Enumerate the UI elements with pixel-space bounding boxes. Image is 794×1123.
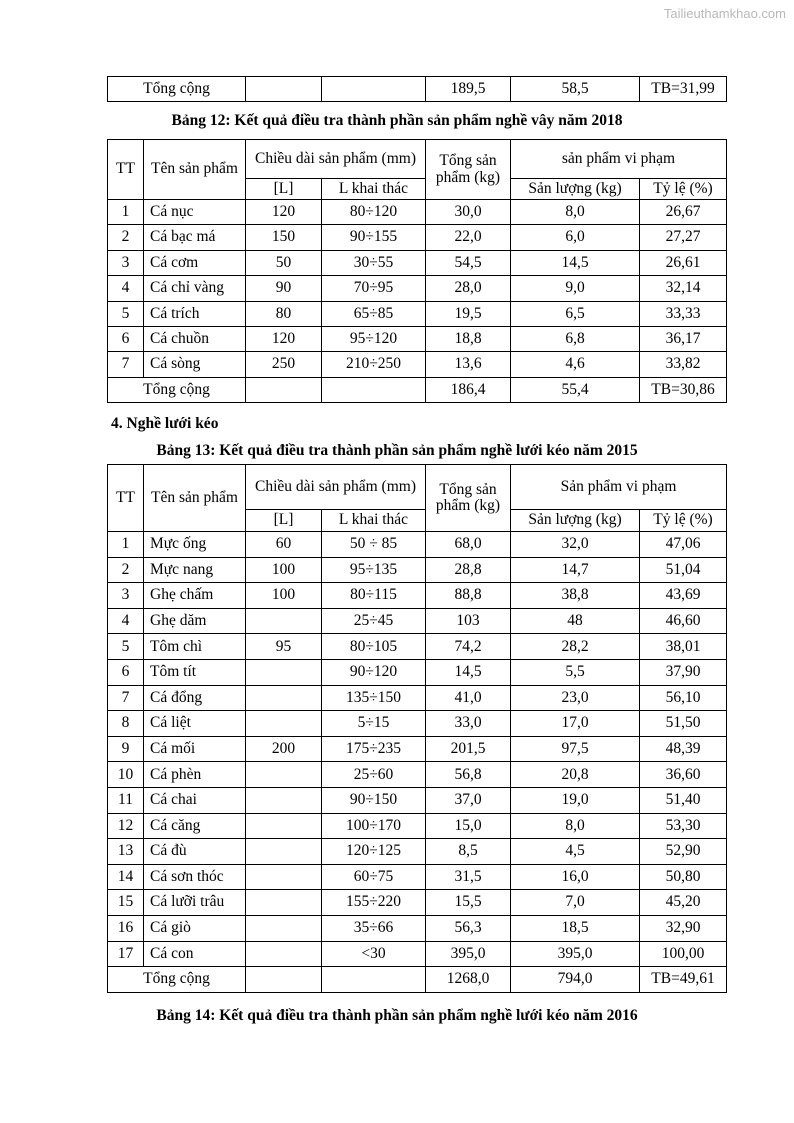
total-label: Tổng cộng xyxy=(108,77,246,102)
header-length-group: Chiều dài sản phẩm (mm) xyxy=(246,465,426,510)
row-number: 5 xyxy=(108,634,144,660)
total-weight: 186,4 xyxy=(426,377,511,402)
table-row xyxy=(108,890,727,916)
total-weight: 56,8 xyxy=(426,762,511,788)
length-L: 120 xyxy=(246,326,322,351)
product-name: Cá đù xyxy=(144,839,246,865)
product-name: Tôm chì xyxy=(144,634,246,660)
table-row xyxy=(108,583,727,609)
violation-output: 6,8 xyxy=(511,326,640,351)
length-catch: 90÷150 xyxy=(322,787,426,813)
row-number: 16 xyxy=(108,915,144,941)
violation-output: 48 xyxy=(511,608,640,634)
header-violation-group: Sản phẩm vi phạm xyxy=(511,465,727,510)
row-number: 9 xyxy=(108,736,144,762)
violation-ratio: 51,04 xyxy=(640,557,727,583)
product-name: Cá nục xyxy=(144,200,246,225)
total-weight: 88,8 xyxy=(426,583,511,609)
product-name: Cá chai xyxy=(144,787,246,813)
length-catch: 80÷120 xyxy=(322,200,426,225)
length-catch: 95÷135 xyxy=(322,557,426,583)
total-violation: 58,5 xyxy=(511,77,640,102)
header-output: Sản lượng (kg) xyxy=(511,510,640,532)
total-weight: 28,8 xyxy=(426,557,511,583)
row-number: 8 xyxy=(108,711,144,737)
total-violation: 55,4 xyxy=(511,377,640,402)
length-L xyxy=(246,787,322,813)
table-row xyxy=(108,352,727,377)
product-name: Cá mối xyxy=(144,736,246,762)
length-L: 100 xyxy=(246,583,322,609)
total-label: Tổng cộng xyxy=(108,967,246,993)
total-label: Tổng cộng xyxy=(108,377,246,402)
table12 xyxy=(107,139,727,403)
product-name: Cá liệt xyxy=(144,711,246,737)
violation-ratio: 26,67 xyxy=(640,200,727,225)
violation-output: 6,5 xyxy=(511,301,640,326)
violation-ratio: 36,17 xyxy=(640,326,727,351)
table-row xyxy=(108,839,727,865)
violation-ratio: 33,82 xyxy=(640,352,727,377)
product-name: Cá lưỡi trâu xyxy=(144,890,246,916)
product-name: Cá sòng xyxy=(144,352,246,377)
product-name: Cá chỉ vàng xyxy=(144,276,246,301)
total-cell xyxy=(246,77,322,102)
total-cell xyxy=(322,377,426,402)
length-catch: 175÷235 xyxy=(322,736,426,762)
table13-caption: Bảng 13: Kết quả điều tra thành phần sản phẩm nghề lưới kéo năm 2015 xyxy=(156,442,638,459)
total-weight: 15,5 xyxy=(426,890,511,916)
header-L: [L] xyxy=(246,179,322,200)
violation-ratio: 26,61 xyxy=(640,250,727,275)
violation-output: 8,0 xyxy=(511,200,640,225)
table-row xyxy=(108,326,727,351)
table-row xyxy=(108,608,727,634)
total-average: TB=49,61 xyxy=(640,967,727,993)
violation-ratio: 45,20 xyxy=(640,890,727,916)
table-row xyxy=(108,659,727,685)
row-number: 3 xyxy=(108,583,144,609)
violation-output: 97,5 xyxy=(511,736,640,762)
previous-table-total xyxy=(107,76,727,102)
violation-output: 38,8 xyxy=(511,583,640,609)
row-number: 7 xyxy=(108,352,144,377)
length-catch: 80÷105 xyxy=(322,634,426,660)
length-L xyxy=(246,685,322,711)
table-row xyxy=(108,711,727,737)
product-name: Cá phèn xyxy=(144,762,246,788)
violation-output: 5,5 xyxy=(511,659,640,685)
table-row xyxy=(108,813,727,839)
row-number: 4 xyxy=(108,276,144,301)
violation-ratio: 56,10 xyxy=(640,685,727,711)
total-cell xyxy=(322,77,426,102)
length-catch: 65÷85 xyxy=(322,301,426,326)
total-weight: 22,0 xyxy=(426,225,511,250)
violation-output: 395,0 xyxy=(511,941,640,967)
total-weight: 31,5 xyxy=(426,864,511,890)
length-catch: 30÷55 xyxy=(322,250,426,275)
row-number: 1 xyxy=(108,532,144,558)
row-number: 2 xyxy=(108,557,144,583)
violation-output: 16,0 xyxy=(511,864,640,890)
row-number: 5 xyxy=(108,301,144,326)
total-violation: 794,0 xyxy=(511,967,640,993)
violation-output: 8,0 xyxy=(511,813,640,839)
violation-ratio: 48,39 xyxy=(640,736,727,762)
total-cell xyxy=(246,967,322,993)
total-row xyxy=(108,967,727,993)
length-catch: 210÷250 xyxy=(322,352,426,377)
total-weight: 30,0 xyxy=(426,200,511,225)
total-row xyxy=(108,377,727,402)
length-catch: 60÷75 xyxy=(322,864,426,890)
header-name: Tên sản phẩm xyxy=(144,465,246,532)
length-L: 200 xyxy=(246,736,322,762)
table13 xyxy=(107,464,727,993)
total-weight: 54,5 xyxy=(426,250,511,275)
product-name: Ghẹ chấm xyxy=(144,583,246,609)
violation-output: 20,8 xyxy=(511,762,640,788)
violation-ratio: 37,90 xyxy=(640,659,727,685)
table-row xyxy=(108,787,727,813)
violation-output: 19,0 xyxy=(511,787,640,813)
length-L: 95 xyxy=(246,634,322,660)
length-L xyxy=(246,890,322,916)
row-number: 14 xyxy=(108,864,144,890)
total-weight: 56,3 xyxy=(426,915,511,941)
table14-caption: Bảng 14: Kết quả điều tra thành phần sản phẩm nghề lưới kéo năm 2016 xyxy=(156,1007,638,1024)
length-L xyxy=(246,659,322,685)
product-name: Cá bạc má xyxy=(144,225,246,250)
violation-ratio: 52,90 xyxy=(640,839,727,865)
total-weight: 74,2 xyxy=(426,634,511,660)
header-total: Tổng sản phẩm (kg) xyxy=(426,465,511,532)
total-weight: 68,0 xyxy=(426,532,511,558)
violation-output: 14,7 xyxy=(511,557,640,583)
total-cell xyxy=(322,967,426,993)
total-weight: 8,5 xyxy=(426,839,511,865)
total-weight: 19,5 xyxy=(426,301,511,326)
length-catch: 100÷170 xyxy=(322,813,426,839)
table-row xyxy=(108,276,727,301)
product-name: Cá căng xyxy=(144,813,246,839)
header-ratio: Tỷ lệ (%) xyxy=(640,179,727,200)
violation-output: 4,5 xyxy=(511,839,640,865)
violation-output: 7,0 xyxy=(511,890,640,916)
total-weight: 14,5 xyxy=(426,659,511,685)
violation-output: 17,0 xyxy=(511,711,640,737)
length-L xyxy=(246,941,322,967)
violation-ratio: 32,14 xyxy=(640,276,727,301)
violation-ratio: 51,50 xyxy=(640,711,727,737)
violation-ratio: 51,40 xyxy=(640,787,727,813)
total-cell xyxy=(246,377,322,402)
violation-ratio: 27,27 xyxy=(640,225,727,250)
length-catch: 80÷115 xyxy=(322,583,426,609)
length-catch: 90÷120 xyxy=(322,659,426,685)
length-L: 80 xyxy=(246,301,322,326)
total-weight: 395,0 xyxy=(426,941,511,967)
table-row xyxy=(108,200,727,225)
length-L xyxy=(246,915,322,941)
total-weight: 1268,0 xyxy=(426,967,511,993)
header-total: Tổng sản phẩm (kg) xyxy=(426,140,511,200)
table-row xyxy=(108,301,727,326)
total-row xyxy=(108,77,727,102)
row-number: 10 xyxy=(108,762,144,788)
table-row xyxy=(108,736,727,762)
header-output: Sản lượng (kg) xyxy=(511,179,640,200)
violation-ratio: 32,90 xyxy=(640,915,727,941)
header-tt: TT xyxy=(108,140,144,200)
product-name: Cá giò xyxy=(144,915,246,941)
violation-ratio: 50,80 xyxy=(640,864,727,890)
length-catch: <30 xyxy=(322,941,426,967)
product-name: Cá đổng xyxy=(144,685,246,711)
violation-ratio: 100,00 xyxy=(640,941,727,967)
total-weight: 37,0 xyxy=(426,787,511,813)
product-name: Cá con xyxy=(144,941,246,967)
total-weight: 13,6 xyxy=(426,352,511,377)
length-catch: 120÷125 xyxy=(322,839,426,865)
violation-output: 4,6 xyxy=(511,352,640,377)
total-average: TB=31,99 xyxy=(640,77,727,102)
header-L-catch: L khai thác xyxy=(322,510,426,532)
table-row xyxy=(108,557,727,583)
table-row xyxy=(108,532,727,558)
length-L xyxy=(246,608,322,634)
violation-ratio: 33,33 xyxy=(640,301,727,326)
length-catch: 35÷66 xyxy=(322,915,426,941)
violation-output: 28,2 xyxy=(511,634,640,660)
violation-output: 23,0 xyxy=(511,685,640,711)
violation-output: 14,5 xyxy=(511,250,640,275)
violation-ratio: 46,60 xyxy=(640,608,727,634)
length-catch: 90÷155 xyxy=(322,225,426,250)
total-weight: 41,0 xyxy=(426,685,511,711)
total-weight: 18,8 xyxy=(426,326,511,351)
length-L xyxy=(246,839,322,865)
product-name: Tôm tít xyxy=(144,659,246,685)
length-catch: 155÷220 xyxy=(322,890,426,916)
header-tt: TT xyxy=(108,465,144,532)
total-weight: 28,0 xyxy=(426,276,511,301)
length-catch: 25÷45 xyxy=(322,608,426,634)
total-average: TB=30,86 xyxy=(640,377,727,402)
length-L xyxy=(246,813,322,839)
violation-ratio: 47,06 xyxy=(640,532,727,558)
row-number: 6 xyxy=(108,326,144,351)
row-number: 1 xyxy=(108,200,144,225)
length-L: 150 xyxy=(246,225,322,250)
product-name: Mực nang xyxy=(144,557,246,583)
row-number: 17 xyxy=(108,941,144,967)
violation-output: 18,5 xyxy=(511,915,640,941)
total-weight: 189,5 xyxy=(426,77,511,102)
length-L xyxy=(246,762,322,788)
total-weight: 103 xyxy=(426,608,511,634)
row-number: 12 xyxy=(108,813,144,839)
header-ratio: Tỷ lệ (%) xyxy=(640,510,727,532)
length-L xyxy=(246,864,322,890)
product-name: Cá trích xyxy=(144,301,246,326)
length-catch: 5÷15 xyxy=(322,711,426,737)
row-number: 15 xyxy=(108,890,144,916)
violation-output: 6,0 xyxy=(511,225,640,250)
header-name: Tên sản phẩm xyxy=(144,140,246,200)
row-number: 3 xyxy=(108,250,144,275)
product-name: Cá cơm xyxy=(144,250,246,275)
length-catch: 95÷120 xyxy=(322,326,426,351)
length-L xyxy=(246,711,322,737)
violation-ratio: 36,60 xyxy=(640,762,727,788)
length-L: 90 xyxy=(246,276,322,301)
row-number: 7 xyxy=(108,685,144,711)
row-number: 4 xyxy=(108,608,144,634)
table-row xyxy=(108,915,727,941)
violation-ratio: 53,30 xyxy=(640,813,727,839)
length-catch: 135÷150 xyxy=(322,685,426,711)
row-number: 2 xyxy=(108,225,144,250)
product-name: Ghẹ dăm xyxy=(144,608,246,634)
product-name: Cá chuồn xyxy=(144,326,246,351)
length-L: 250 xyxy=(246,352,322,377)
row-number: 6 xyxy=(108,659,144,685)
header-L: [L] xyxy=(246,510,322,532)
table12-caption: Bảng 12: Kết quả điều tra thành phần sản phẩm nghề vây năm 2018 xyxy=(171,112,623,129)
length-catch: 70÷95 xyxy=(322,276,426,301)
total-weight: 201,5 xyxy=(426,736,511,762)
total-weight: 15,0 xyxy=(426,813,511,839)
watermark: Tailieuthamkhao.com xyxy=(663,6,786,21)
length-L: 60 xyxy=(246,532,322,558)
header-violation-group: sản phẩm vi phạm xyxy=(511,140,727,179)
section-heading: 4. Nghề lưới kéo xyxy=(111,415,219,432)
violation-output: 32,0 xyxy=(511,532,640,558)
table-row xyxy=(108,634,727,660)
length-L: 100 xyxy=(246,557,322,583)
table-row xyxy=(108,762,727,788)
table-row xyxy=(108,685,727,711)
violation-ratio: 38,01 xyxy=(640,634,727,660)
header-L-catch: L khai thác xyxy=(322,179,426,200)
violation-output: 9,0 xyxy=(511,276,640,301)
length-catch: 50 ÷ 85 xyxy=(322,532,426,558)
product-name: Mực ống xyxy=(144,532,246,558)
violation-ratio: 43,69 xyxy=(640,583,727,609)
total-weight: 33,0 xyxy=(426,711,511,737)
product-name: Cá sơn thóc xyxy=(144,864,246,890)
table-row xyxy=(108,225,727,250)
row-number: 11 xyxy=(108,787,144,813)
length-catch: 25÷60 xyxy=(322,762,426,788)
table-row xyxy=(108,941,727,967)
table-row xyxy=(108,864,727,890)
row-number: 13 xyxy=(108,839,144,865)
header-length-group: Chiều dài sản phẩm (mm) xyxy=(246,140,426,179)
length-L: 50 xyxy=(246,250,322,275)
table-row xyxy=(108,250,727,275)
length-L: 120 xyxy=(246,200,322,225)
